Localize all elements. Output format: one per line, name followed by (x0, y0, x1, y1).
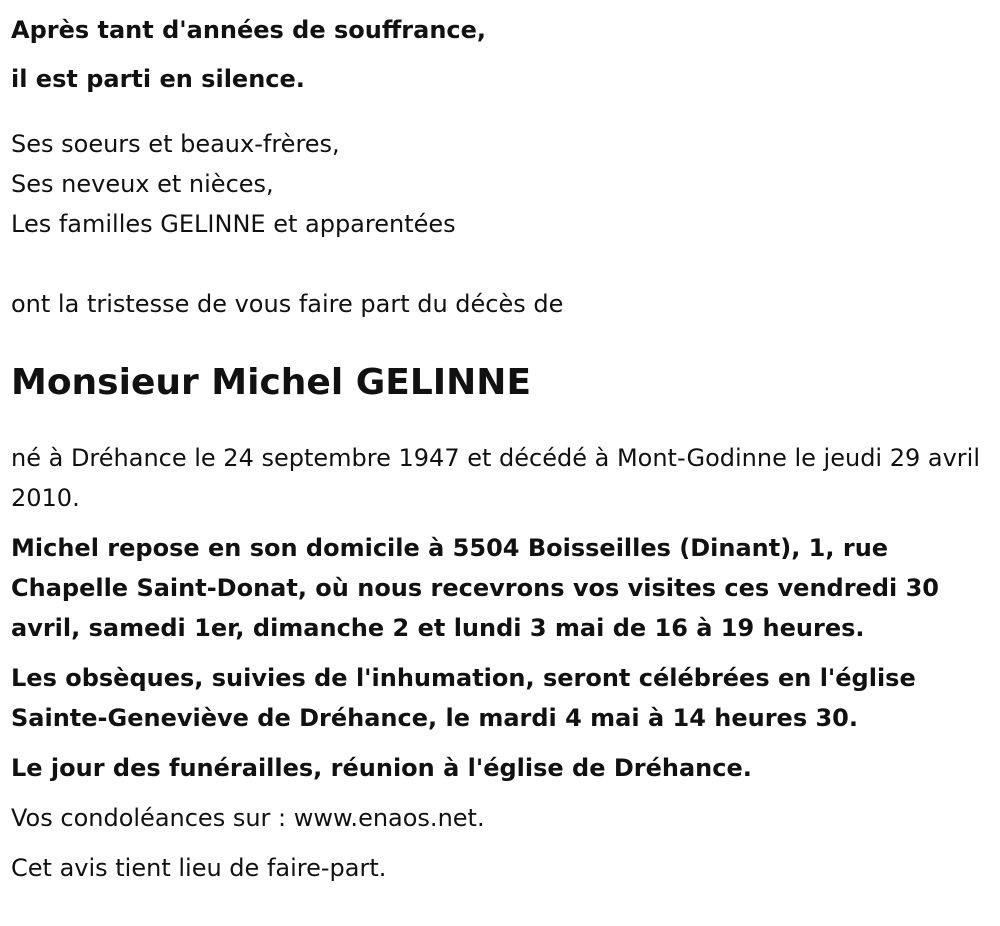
family-list (11, 124, 986, 244)
birth-death-text: né à Dréhance le 24 septembre 1947 et décédé à Mont-Godinne le jeudi 29 avril 2010. (11, 444, 981, 512)
family-line: Ses soeurs et beaux-frères, (11, 130, 340, 158)
obituary-notice (11, 0, 986, 888)
condolences-text: Vos condoléances sur : www.enaos.net. (11, 804, 485, 832)
family-line: Les familles GELINNE et apparentées (11, 210, 456, 238)
intro-line: il est parti en silence. (11, 65, 305, 93)
family-line: Ses neveux et nièces, (11, 170, 274, 198)
repose-text: Michel repose en son domicile à 5504 Boisseilles (Dinant), 1, rue Chapelle Saint-Donat, où nous recevrons vos visites ces vendredi 30 avril, samedi 1er, dimanche 2 et lundi 3 mai de 16 à 19 heures. (11, 534, 939, 642)
deceased-name: Monsieur Michel GELINNE (11, 362, 532, 403)
intro-line: Après tant d'années de souffrance, (11, 16, 487, 44)
funeral-text: Les obsèques, suivies de l'inhumation, seront célébrées en l'église Sainte-Geneviève de Dréhance, le mardi 4 mai à 14 heures 30. (11, 664, 916, 732)
notice-text: Cet avis tient lieu de faire-part. (11, 854, 387, 882)
meeting-text: Le jour des funérailles, réunion à l'église de Dréhance. (11, 754, 752, 782)
announcement-text: ont la tristesse de vous faire part du décès de (11, 290, 564, 318)
intro-verse (11, 6, 986, 104)
